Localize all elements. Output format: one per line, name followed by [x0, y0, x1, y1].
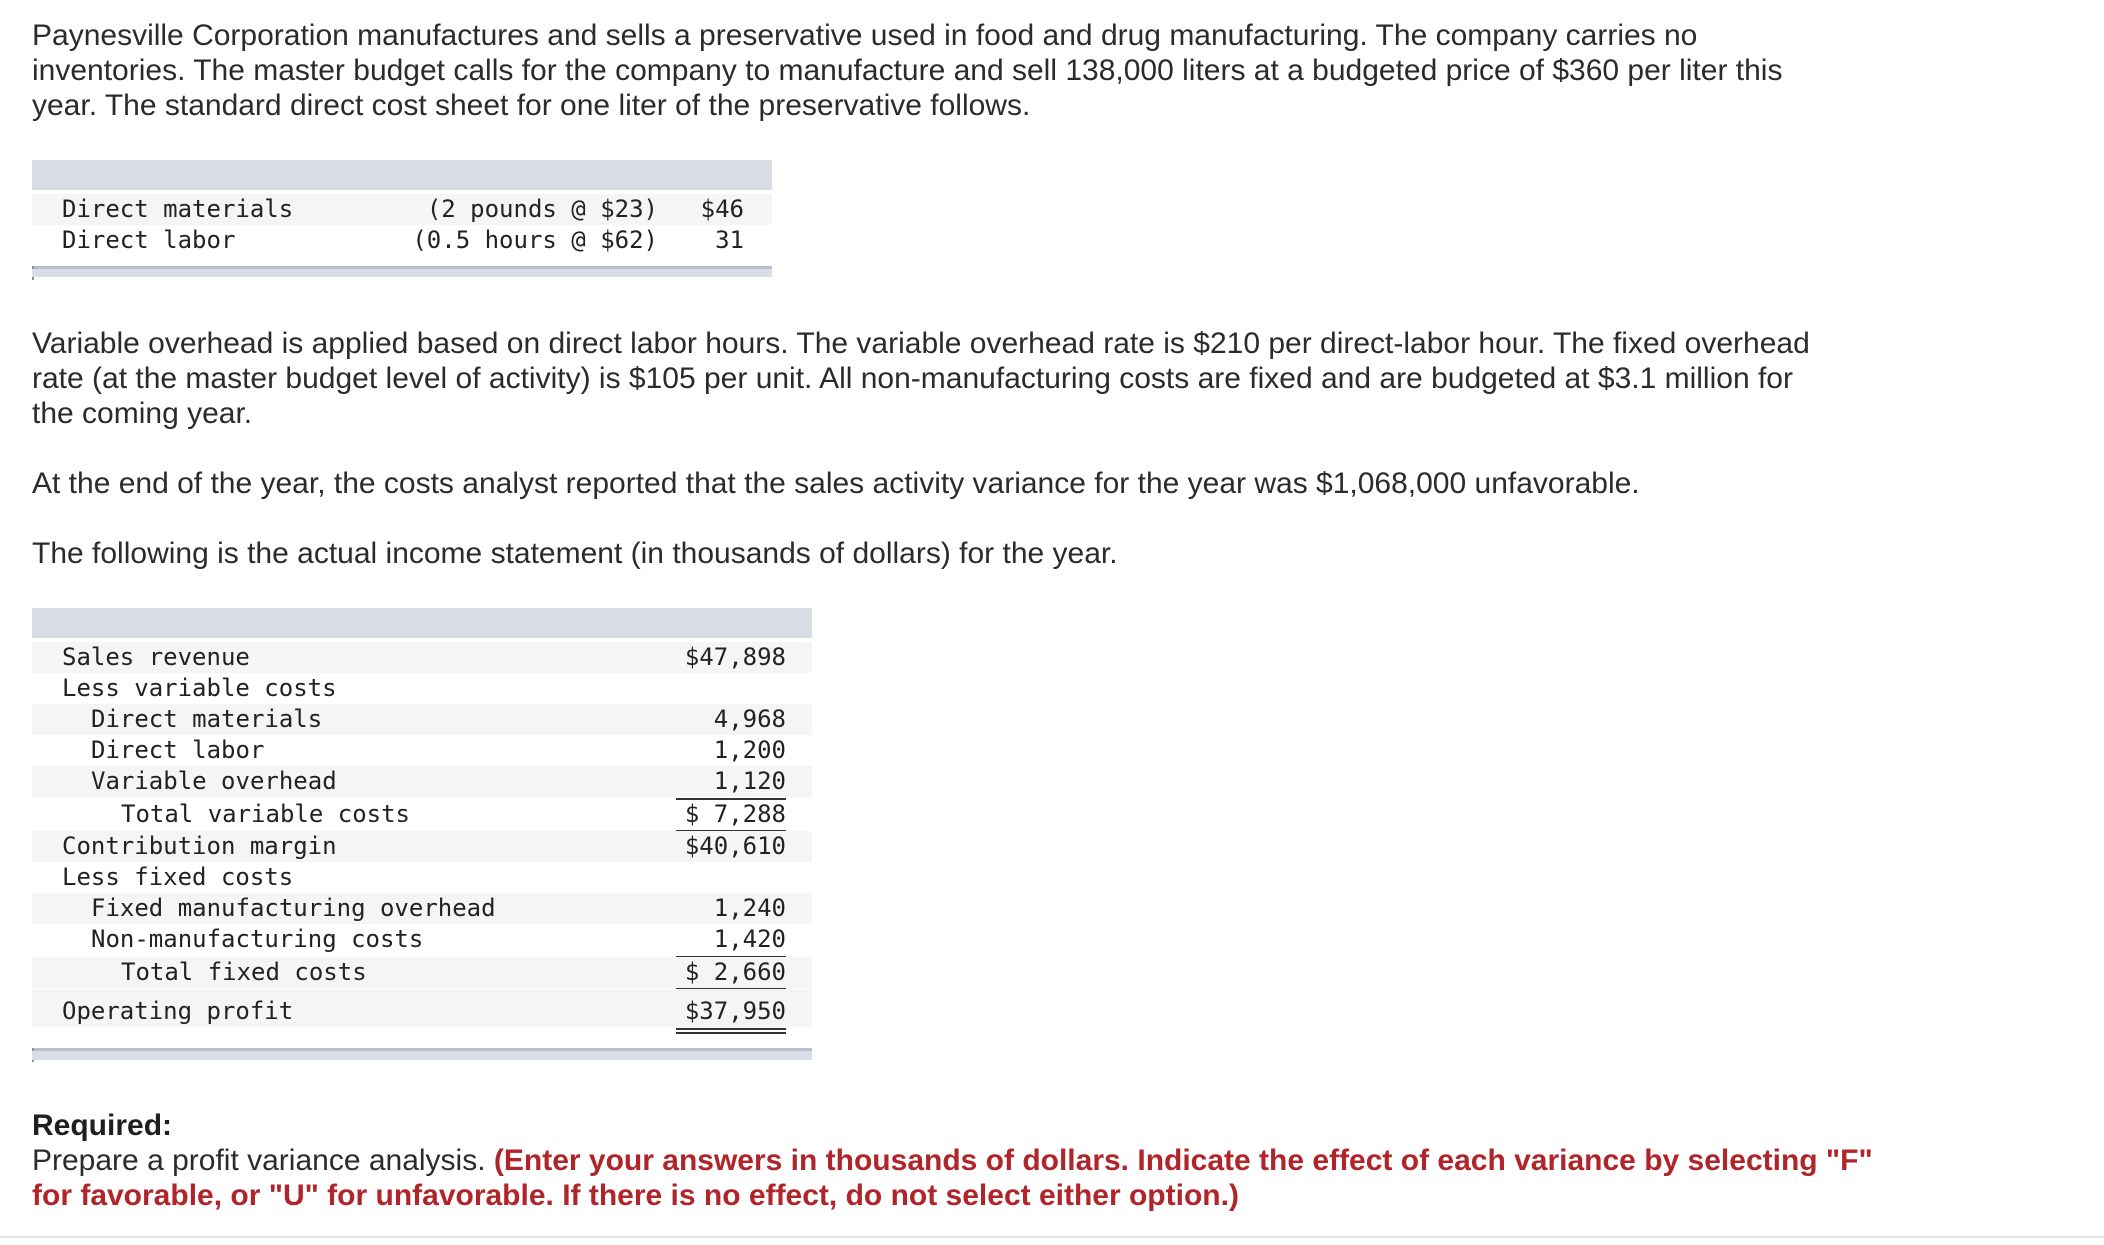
row-amount: $ 2,660 [684, 958, 786, 986]
row-label: Variable overhead [91, 767, 337, 795]
table-row [32, 194, 772, 225]
row-label: Total variable costs [121, 800, 410, 828]
intro-line-2: inventories. The master budget calls for the company to manufacture and sell 138,000 liters at a budgeted price of $360 per liter this [32, 54, 1783, 87]
row-amount: 1,200 [713, 736, 786, 764]
table-row [32, 862, 812, 893]
cost-amount: 31 [715, 226, 744, 254]
table-row [32, 799, 812, 830]
row-label: Fixed manufacturing overhead [91, 894, 496, 922]
row-label: Direct materials [91, 705, 323, 733]
row-amount: $47,898 [684, 643, 786, 671]
required-note-line-1: (Enter your answers in thousands of dollars. Indicate the effect of each variance by selecting "F" [493, 1144, 1873, 1177]
table-row [32, 704, 812, 735]
row-amount: 1,420 [713, 925, 786, 953]
variance-paragraph: At the end of the year, the costs analyst reported that the sales activity variance for the year was $1,068,000 unfavorable. [32, 467, 1640, 500]
required-heading: Required: [32, 1109, 173, 1142]
income-statement-table [32, 608, 812, 1060]
row-amount: $ 7,288 [684, 800, 786, 828]
double-rule-top [676, 1028, 786, 1030]
overhead-paragraph [32, 326, 1992, 431]
overhead-line-3: the coming year. [32, 397, 253, 430]
overhead-line-1: Variable overhead is applied based on direct labor hours. The variable overhead rate is $210 per direct-labor hour. The fixed overhead [32, 327, 1810, 360]
table-row [32, 957, 812, 988]
required-prompt: Prepare a profit variance analysis. [32, 1144, 494, 1177]
table-row [32, 642, 812, 673]
table-row [32, 735, 812, 766]
row-amount: 4,968 [713, 705, 786, 733]
row-label: Non-manufacturing costs [91, 925, 424, 953]
table-row [32, 924, 812, 955]
table-bottom-band [32, 1051, 812, 1060]
income-intro-paragraph: The following is the actual income statement (in thousands of dollars) for the year. [32, 537, 1118, 570]
row-amount: 1,120 [713, 767, 786, 795]
required-note-line-2: for favorable, or "U" for unfavorable. If there is no effect, do not select either option.) [32, 1179, 1239, 1212]
table-bottom-band [32, 269, 772, 277]
row-label: Less fixed costs [62, 863, 294, 891]
row-amount: $37,950 [684, 997, 786, 1025]
intro-paragraph [32, 18, 1992, 123]
row-amount: 1,240 [713, 894, 786, 922]
table-row [32, 673, 812, 704]
table-row [32, 766, 812, 797]
cost-detail: (2 pounds @ $23) [426, 195, 658, 223]
row-amount: $40,610 [684, 832, 786, 860]
row-label: Sales revenue [62, 643, 250, 671]
intro-line-3: year. The standard direct cost sheet for one liter of the preservative follows. [32, 89, 1031, 122]
row-label: Total fixed costs [121, 958, 367, 986]
row-label: Contribution margin [62, 832, 337, 860]
row-label: Operating profit [62, 997, 294, 1025]
table-row [32, 831, 812, 862]
cost-detail: (0.5 hours @ $62) [412, 226, 658, 254]
cost-sheet-table [32, 160, 772, 280]
table-header-band [32, 608, 812, 638]
table-header-band [32, 160, 772, 190]
required-instructions [32, 1143, 1992, 1213]
cost-item: Direct materials [62, 195, 294, 223]
row-label: Direct labor [91, 736, 265, 764]
table-row [32, 989, 812, 1027]
intro-line-1: Paynesville Corporation manufactures and sells a preservative used in food and drug manufacturing. The company carries no [32, 19, 1698, 52]
cost-item: Direct labor [62, 226, 236, 254]
overhead-line-2: rate (at the master budget level of activity) is $105 per unit. All non-manufacturing costs are fixed and are budgeted at $3.1 million for [32, 362, 1793, 395]
table-row [32, 893, 812, 924]
double-rule-bottom [676, 1032, 786, 1034]
footer-divider [0, 1236, 2104, 1238]
row-label: Less variable costs [62, 674, 337, 702]
table-row [32, 225, 772, 256]
cost-amount: $46 [700, 195, 744, 223]
